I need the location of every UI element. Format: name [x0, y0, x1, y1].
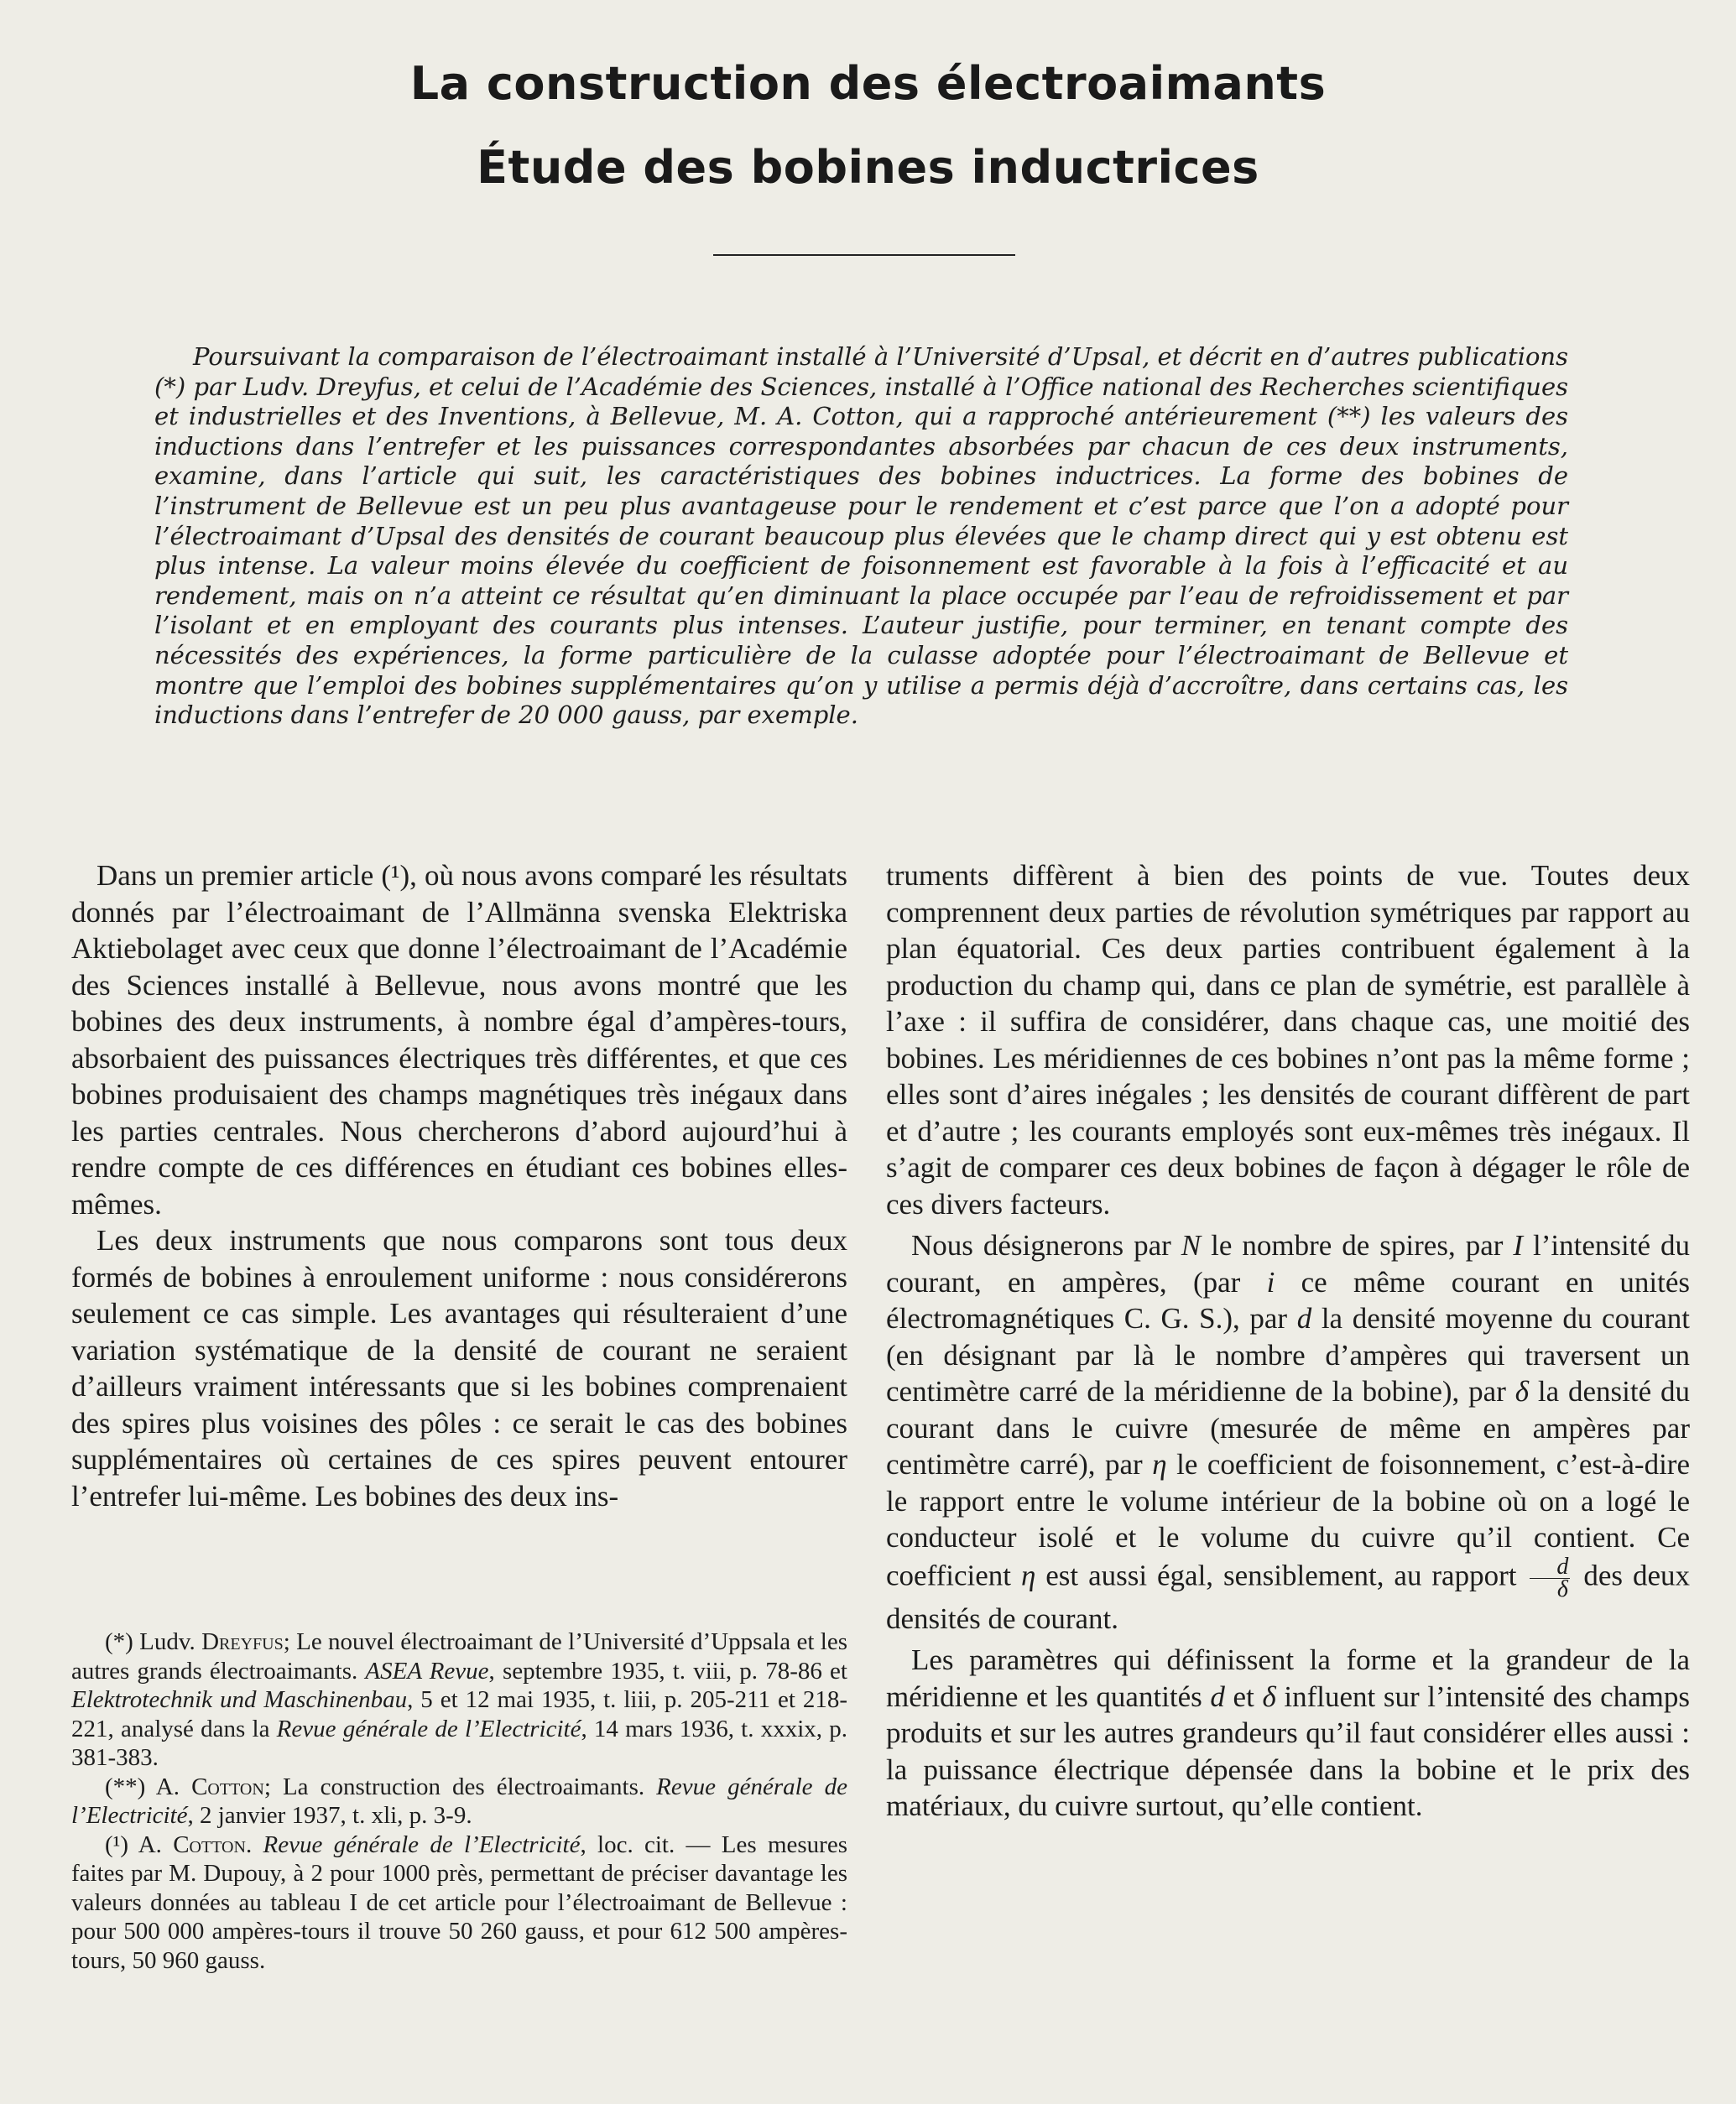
symbol-I: I: [1513, 1229, 1524, 1262]
p2-text-e: la densité moyenne du courant (en désignant par là le nombre d’ampères qui traversent un centimètre carré de la méridienne de la bobine), par: [886, 1302, 1690, 1408]
right-column: [886, 857, 1690, 1825]
symbol-delta-2: δ: [1262, 1680, 1276, 1713]
symbol-d: d: [1296, 1302, 1312, 1335]
p3-text-a: Les paramètres qui définissent la forme et la grandeur de la méridienne et les quantités: [886, 1643, 1690, 1713]
footnote-3-text-2: , loc. cit. — Les mesures faites par M. Dupouy, à 2 pour 1000 près, permettant de préciser davantage les valeurs données au tableau I de cet article pour l’électroaimant de Bellevue : pour 500 000 ampères-tours il trouve 50 260 gauss, et pour 612 500 ampères-tours, 50 960 gauss.: [71, 1831, 847, 1974]
symbol-i: i: [1266, 1265, 1275, 1299]
footnote-1-text-3: , 5 et 12 mai 1935, t. liii, p. 205-211 et 218-221, analysé dans la: [71, 1686, 847, 1742]
left-column: [71, 857, 847, 1514]
footnote-1-journal-1: ASEA Revue: [365, 1657, 489, 1685]
article-title: La construction des électroaimants: [409, 57, 1327, 110]
footnote-2: [71, 1773, 847, 1831]
footnote-1-author: Dreyfus: [201, 1628, 284, 1655]
abstract-text: Poursuivant la comparaison de l’électroaimant installé à l’Université d’Upsal, et décrit en d’autres publications (*) par Ludv. Dreyfus, et celui de l’Académie des Sciences, installé à l’Office national des Recherches scientifiques et industrielles et des Inventions, à Bellevue, M. A. Cotton, qui a rapproché antérieurement (**) les valeurs des inductions dans l’entrefer et les puissances correspondantes absorbées par chacun de ces deux instruments, examine, dans l’article qui suit, les caractéristiques des bobines inductrices. La forme des bobines de l’instrument de Bellevue est un peu plus avantageuse pour le rendement et c’est parce que l’on a adopté pour l’électroaimant d’Upsal des densités de courant beaucoup plus élevées que le champ direct qui y est obtenu est plus intense. La valeur moins élevée du coefficient de foisonnement est favorable à la fois à l’efficacité et au rendement, mais on n’a atteint ce résultat qu’en diminuant la place occupée par l’eau de refroidissement et par l’isolant et en employant des courants plus intenses. L’auteur justifie, pour terminer, en tenant compte des nécessités des expériences, la forme particulière de la culasse adoptée pour l’électroaimant de Bellevue et montre que l’emploi des bobines supplémentaires qu’on y utilise a permis déjà d’accroître, dans certains cas, les inductions dans l’entrefer de 20 000 gauss, par exemple.: [154, 342, 1568, 730]
footnote-3-author: Cotton: [173, 1831, 246, 1858]
fraction-d-over-delta: [1530, 1553, 1570, 1602]
footnote-1-mark: (*) Ludv.: [105, 1628, 202, 1655]
p2-text-f: la densité du courant dans le cuivre (mesurée de même en ampères par centimètre carré), par: [886, 1375, 1690, 1481]
footnote-2-mark: (**) A.: [105, 1773, 192, 1800]
left-paragraph-2: Les deux instruments que nous comparons sont tous deux formés de bobines à enroulement uniforme : nous considérerons seulement ce cas simple. Les avantages qui résulteraient d’une variation systématique de la densité de courant ne seraient d’ailleurs vraiment intéressants que si les bobines comprenaient des spires plus voisines des pôles : ce serait le cas des bobines supplémentaires où certaines de ces spires peuvent entourer l’entrefer lui-même. Les bobines des deux ins-: [71, 1224, 847, 1513]
right-paragraph-2: [886, 1227, 1690, 1637]
p3-text-b: et: [1224, 1680, 1263, 1713]
footnote-2-text: ; La construction des électroaimants.: [263, 1773, 657, 1800]
left-paragraph-1: Dans un premier article (¹), où nous avons comparé les résultats donnés par l’électroaimant de l’Allmänna svenska Elektriska Aktiebolaget avec ceux que donne l’électroaimant de l’Académie des Sciences installé à Bellevue, nous avons montré que les bobines des deux instruments, à nombre égal d’ampères-tours, absorbaient des puissances électriques très différentes, et que ces bobines produisaient des champs magnétiques très inégaux dans les parties centrales. Nous chercherons d’abord aujourd’hui à rendre compte de ces différences en étudiant ces bobines elles-mêmes.: [71, 859, 847, 1221]
p3-text-c: influent sur l’intensité des champs produits et sur les autres grandeurs qu’il faut considérer elles aussi : la puissance électrique dépensée dans la bobine et le prix des matériaux, du cuivre surtout, qu’elle contient.: [886, 1680, 1690, 1822]
footnote-1-journal-3: Revue générale de l’Electricité: [276, 1715, 581, 1742]
article-subtitle: Étude des bobines inductrices: [477, 141, 1259, 194]
title-divider: [713, 254, 1015, 256]
right-paragraph-3: [886, 1642, 1690, 1825]
footnote-3-text: .: [245, 1831, 263, 1858]
footnote-1-text-2: , septembre 1935, t. viii, p. 78-86 et: [488, 1657, 847, 1685]
p2-text-b: le nombre de spires, par: [1201, 1229, 1514, 1262]
footnote-1-journal-2: Elektrotechnik und Maschinenbau: [71, 1686, 408, 1713]
fraction-numerator: d: [1530, 1556, 1570, 1579]
p2-text-i: des deux densités de courant.: [886, 1559, 1690, 1635]
symbol-eta-2: η: [1020, 1559, 1036, 1592]
footnote-1-text: ; Le nouvel électroaimant de l’Université d’Uppsala et les autres grands électroaimants.: [71, 1628, 847, 1685]
p2-text-h: est aussi égal, sensiblement, au rapport: [1035, 1559, 1527, 1592]
footnote-1-text-4: , 14 mars 1936, t. xxxix, p. 381-383.: [71, 1715, 847, 1771]
symbol-d-2: d: [1210, 1680, 1225, 1713]
symbol-delta: δ: [1514, 1375, 1530, 1408]
footnote-1: [71, 1627, 847, 1773]
symbol-N: N: [1181, 1229, 1202, 1262]
p2-text-a: Nous désignerons par: [911, 1229, 1181, 1262]
abstract: [154, 342, 1568, 731]
p2-text-d: ce même courant en unités électromagnétiques C. G. S.), par: [886, 1265, 1690, 1335]
footnote-2-journal: Revue générale de l’Electricité: [71, 1773, 847, 1829]
symbol-eta: η: [1152, 1448, 1167, 1481]
footnote-2-author: Cotton: [191, 1773, 264, 1800]
p2-text-c: l’intensité du courant, en ampères, (par: [886, 1229, 1690, 1299]
footnote-2-text-2: , 2 janvier 1937, t. xli, p. 3-9.: [187, 1802, 472, 1829]
footnote-3-mark: (¹) A.: [105, 1831, 174, 1858]
footnote-3-journal: Revue générale de l’Electricité: [263, 1831, 581, 1858]
footnote-3: [71, 1831, 847, 1976]
right-paragraph-1: truments diffèrent à bien des points de vue. Toutes deux comprennent deux parties de révolution symétriques par rapport au plan équatorial. Ces deux parties contribuent également à la production du champ qui, dans ce plan de symétrie, est parallèle à l’axe : il suffira de considérer, dans chaque cas, une moitié des bobines. Les méridiennes de ces bobines n’ont pas la même forme ; elles sont d’aires inégales ; les densités de courant diffèrent de part et d’autre ; les courants employés sont eux-mêmes très inégaux. Il s’agit de comparer ces deux bobines de façon à dégager le rôle de ces divers facteurs.: [886, 859, 1690, 1221]
footnotes: [71, 1627, 847, 1975]
p2-text-g: le coefficient de foisonnement, c’est-à-dire le rapport entre le volume intérieur de la bobine où on a logé le conducteur isolé et le volume du cuivre qu’il contient. Ce coefficient: [886, 1448, 1690, 1592]
fraction-denominator: δ: [1556, 1575, 1568, 1602]
